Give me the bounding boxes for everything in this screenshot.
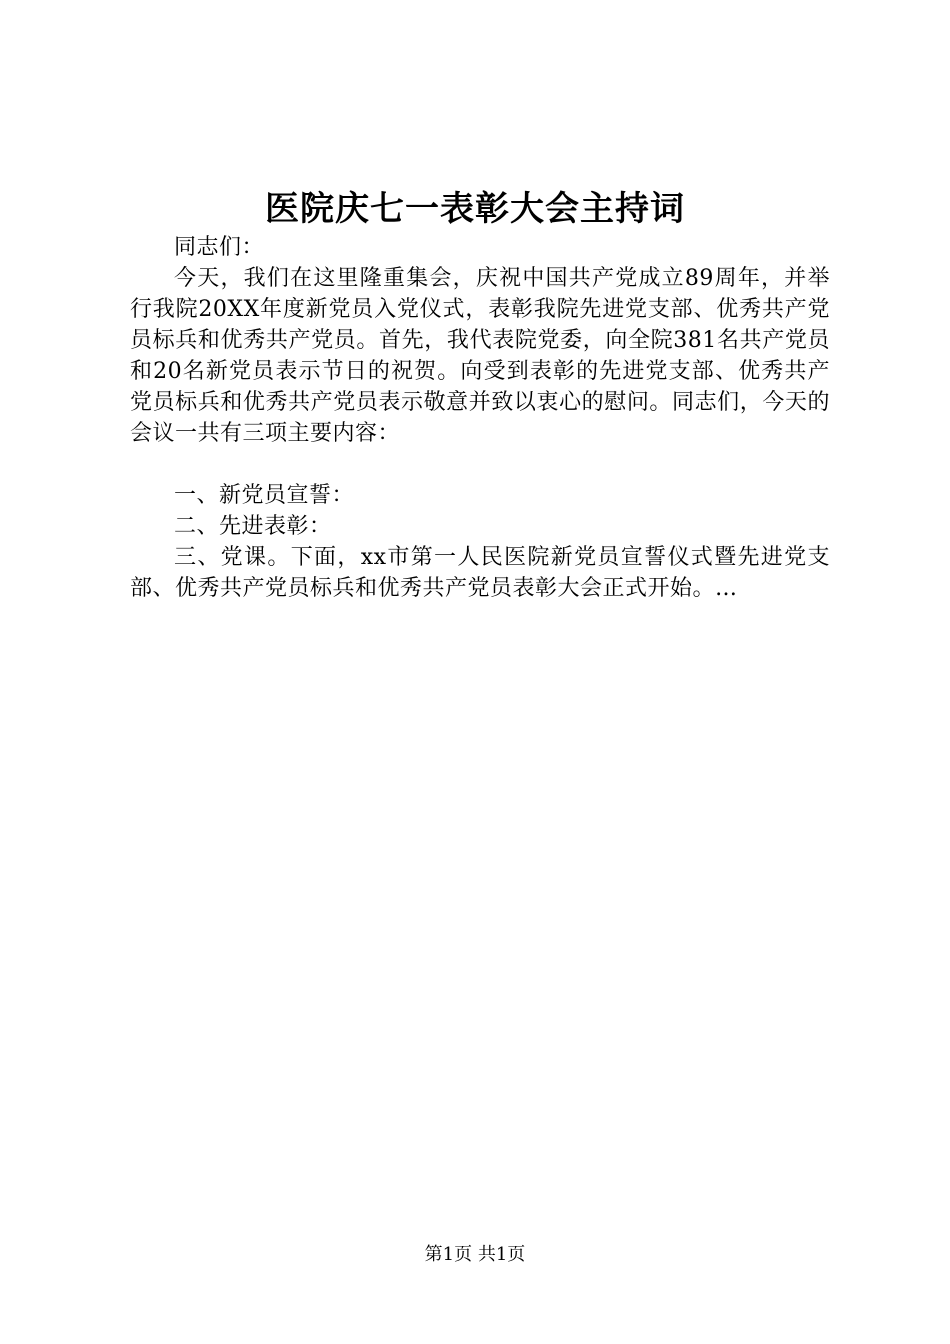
salutation: 同志们： — [174, 235, 265, 260]
opening-paragraph: 今天，我们在这里隆重集会，庆祝中国共产党成立89周年，并举行我院20XX年度新党员入党仪式，表彰我院先进党支部、优秀共产党员标兵和优秀共产党员。首先，我代表院党委，向全院381名共产党员和20名新党员表示节日的祝贺。向受到表彰的先进党支部、优秀共产党员标兵和优秀共产党员表示敬意并致以衷心的慰问。同志们，今天的会议一共有三项主要内容： — [130, 266, 830, 446]
agenda-item-3: 三、党课。下面，xx市第一人民医院新党员宣誓仪式暨先进党支部、优秀共产党员标兵和优秀共产党员表彰大会正式开始。… — [130, 545, 830, 601]
agenda-item-1: 一、新党员宣誓： — [174, 483, 355, 508]
document-body — [130, 232, 830, 604]
agenda-item-2: 二、先进表彰： — [174, 514, 332, 539]
page-number-footer: 第1页 共1页 — [424, 1244, 526, 1265]
document-title: 医院庆七一表彰大会主持词 — [265, 189, 685, 229]
